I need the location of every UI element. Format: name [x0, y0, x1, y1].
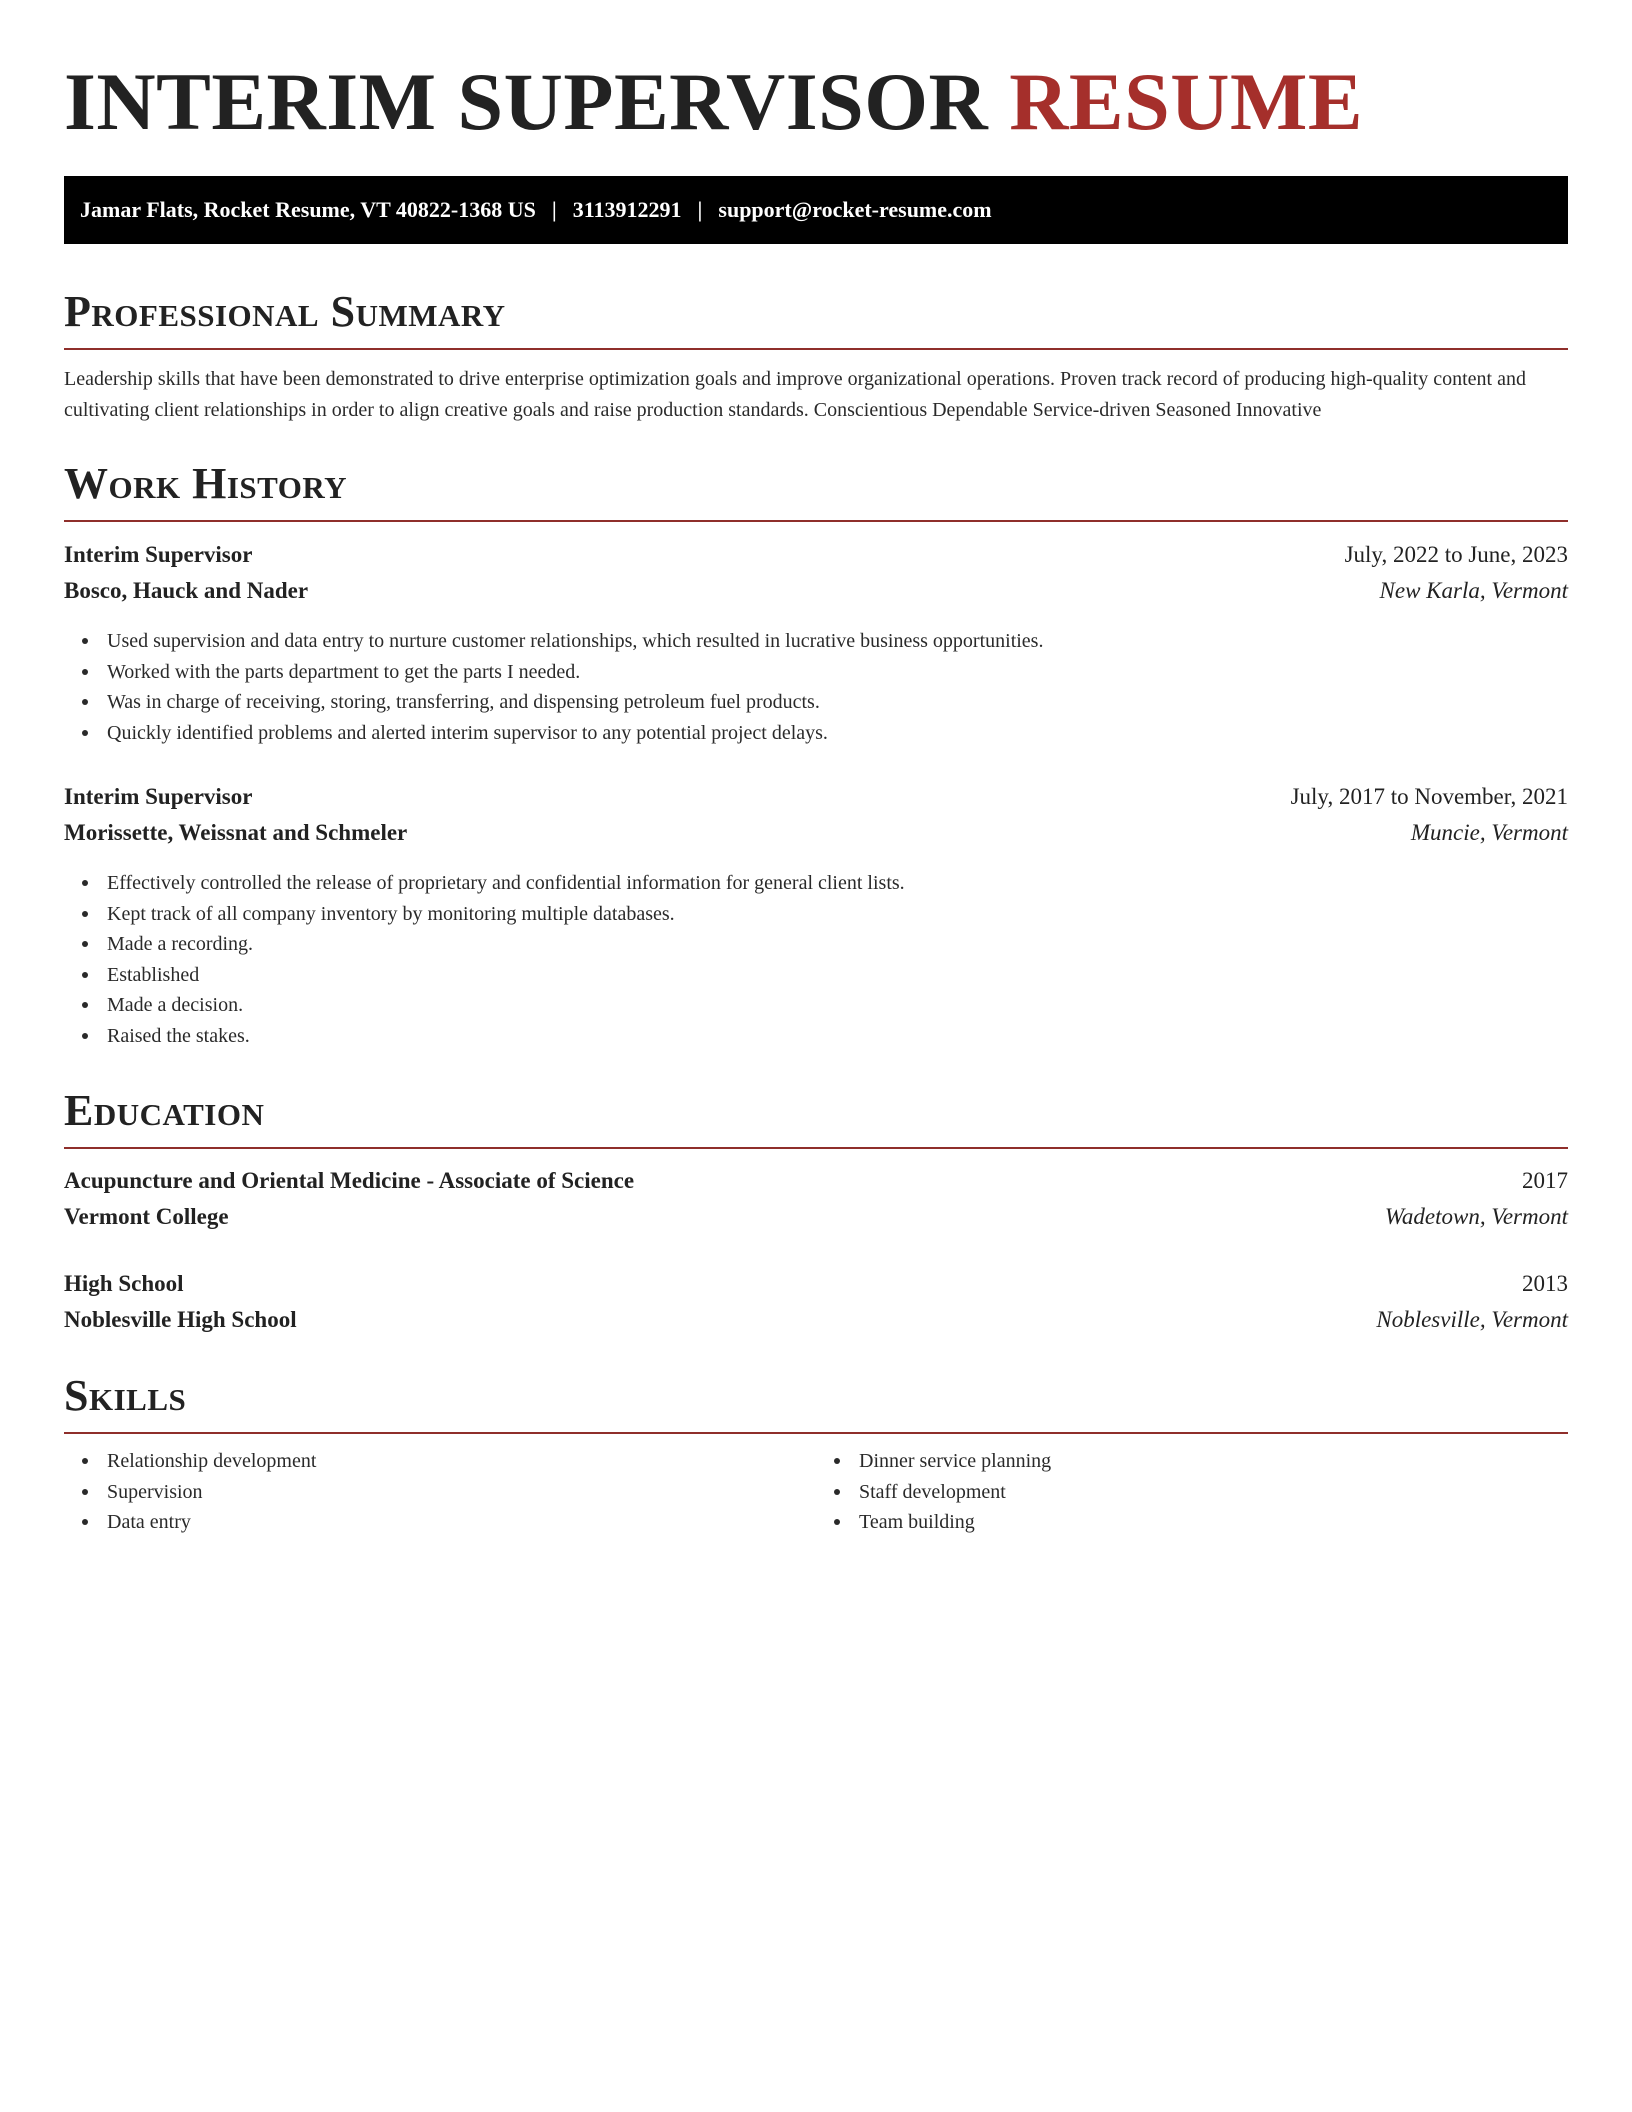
- education-section: [64, 1085, 1568, 1149]
- job-duty: Raised the stakes.: [107, 1021, 1568, 1052]
- job-duty: Established: [107, 960, 1568, 991]
- education-location: Wadetown, Vermont: [1384, 1204, 1568, 1229]
- job-dates: July, 2017 to November, 2021: [1290, 784, 1568, 809]
- contact-separator: |: [697, 197, 703, 222]
- education-header-row: [64, 1271, 1568, 1307]
- education-school-row: [64, 1307, 1568, 1343]
- skill-item: Relationship development: [107, 1446, 816, 1477]
- job-header-row: [64, 784, 1568, 820]
- skills-list-left: [64, 1446, 816, 1538]
- job-duty: Effectively controlled the release of proprietary and confidential information for general client lists.: [107, 868, 1568, 899]
- resume-title: [64, 52, 1363, 152]
- skills-columns: [64, 1446, 1568, 1538]
- education-school: Vermont College: [64, 1204, 229, 1229]
- contact-bar: [64, 176, 1568, 244]
- contact-address: Jamar Flats, Rocket Resume, VT 40822-1368 US: [80, 197, 536, 222]
- education-school-row: [64, 1204, 1568, 1240]
- job-dates: July, 2022 to June, 2023: [1344, 542, 1568, 567]
- job-duty: Made a recording.: [107, 929, 1568, 960]
- job-company: Morissette, Weissnat and Schmeler: [64, 820, 408, 845]
- education-entry: [64, 1271, 1568, 1343]
- skills-list-right: [816, 1446, 1568, 1538]
- education-location: Noblesville, Vermont: [1376, 1307, 1568, 1332]
- skill-item: Data entry: [107, 1507, 816, 1538]
- job-duties-list: [64, 626, 1568, 748]
- section-heading: Professional Summary: [64, 287, 506, 336]
- job-company-row: [64, 578, 1568, 614]
- job-duty: Kept track of all company inventory by monitoring multiple databases.: [107, 899, 1568, 930]
- job-title: Interim Supervisor: [64, 542, 253, 567]
- skill-item: Supervision: [107, 1477, 816, 1508]
- job-duty: Quickly identified problems and alerted interim supervisor to any potential project delays.: [107, 718, 1568, 749]
- education-entry: [64, 1168, 1568, 1240]
- job-header-row: [64, 542, 1568, 578]
- education-degree: High School: [64, 1271, 184, 1296]
- job-duty: Used supervision and data entry to nurture customer relationships, which resulted in lucrative business opportunities.: [107, 626, 1568, 657]
- job-location: New Karla, Vermont: [1379, 578, 1568, 603]
- contact-separator: |: [551, 197, 557, 222]
- summary-section: [64, 286, 1568, 426]
- job-duties-list: [64, 868, 1568, 1051]
- education-header-row: [64, 1168, 1568, 1204]
- education-year: 2013: [1522, 1271, 1568, 1296]
- job-duty: Was in charge of receiving, storing, transferring, and dispensing petroleum fuel products.: [107, 687, 1568, 718]
- contact-email: support@rocket-resume.com: [718, 197, 992, 222]
- title-main: INTERIM SUPERVISOR: [64, 56, 989, 147]
- summary-text: Leadership skills that have been demonstrated to drive enterprise optimization goals and improve organizational operations. Proven track record of producing high-quality content and cultivating client relationships in order to align creative goals and raise production standards. Conscientious Dependable Service-driven Seasoned Innovative: [64, 368, 1526, 421]
- job-entry: [64, 542, 1568, 748]
- section-divider: [64, 520, 1568, 522]
- education-school: Noblesville High School: [64, 1307, 297, 1332]
- work-history-section: [64, 458, 1568, 522]
- skills-section: [64, 1370, 1568, 1538]
- section-heading: Skills: [64, 1371, 187, 1420]
- job-entry: [64, 784, 1568, 1051]
- skill-item: Dinner service planning: [859, 1446, 1568, 1477]
- section-divider: [64, 1432, 1568, 1434]
- education-year: 2017: [1522, 1168, 1568, 1193]
- job-duty: Made a decision.: [107, 990, 1568, 1021]
- section-divider: [64, 1147, 1568, 1149]
- education-degree: Acupuncture and Oriental Medicine - Associate of Science: [64, 1168, 635, 1193]
- skill-item: Staff development: [859, 1477, 1568, 1508]
- contact-phone: 3113912291: [572, 197, 682, 222]
- section-heading: Work History: [64, 459, 348, 508]
- job-company-row: [64, 820, 1568, 856]
- section-divider: [64, 348, 1568, 350]
- job-company: Bosco, Hauck and Nader: [64, 578, 309, 603]
- title-accent: RESUME: [1009, 56, 1364, 147]
- section-heading: Education: [64, 1086, 265, 1135]
- job-title: Interim Supervisor: [64, 784, 253, 809]
- job-location: Muncie, Vermont: [1410, 820, 1568, 845]
- skill-item: Team building: [859, 1507, 1568, 1538]
- job-duty: Worked with the parts department to get the parts I needed.: [107, 657, 1568, 688]
